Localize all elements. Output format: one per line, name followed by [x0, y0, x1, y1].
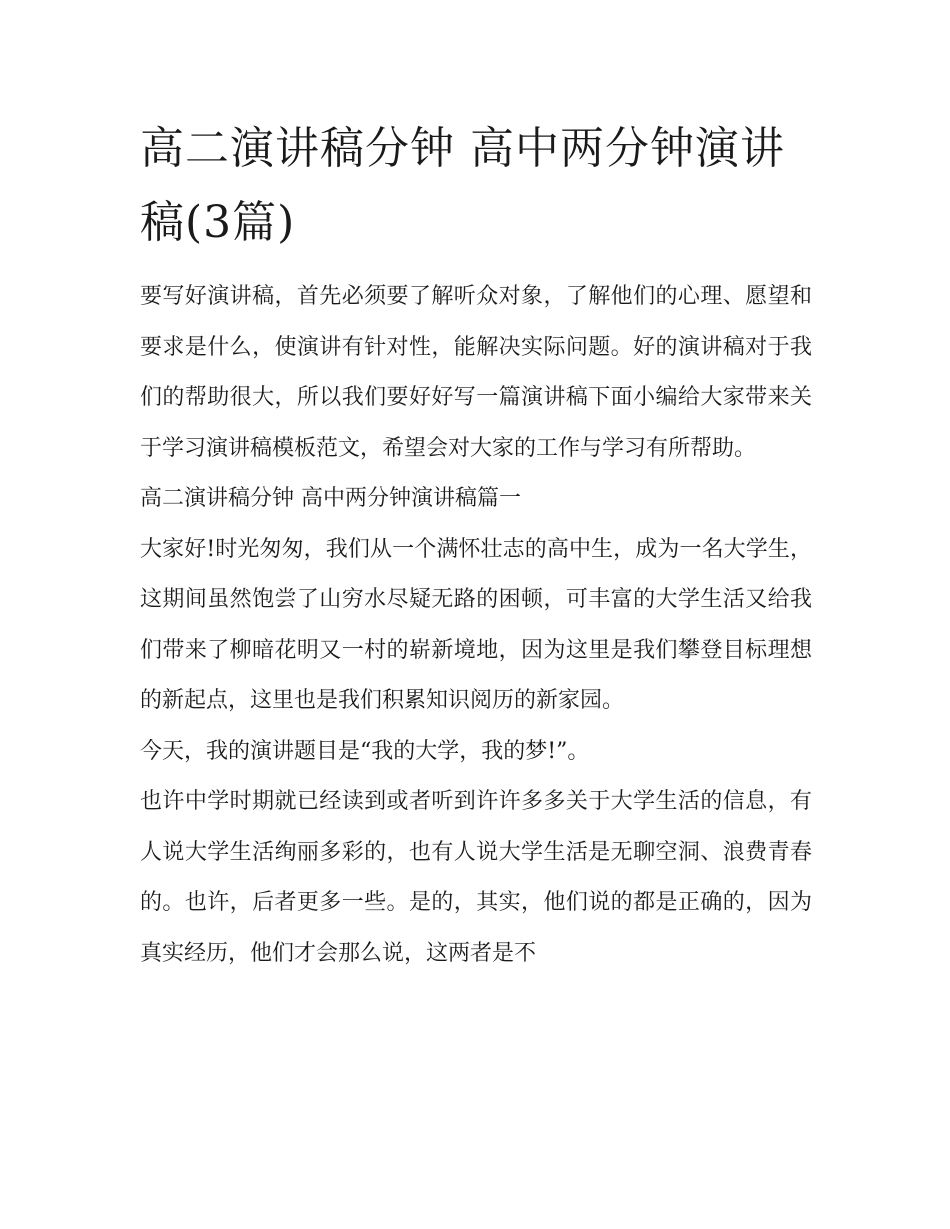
body-paragraph: 也许中学时期就已经读到或者听到许许多多关于大学生活的信息，有人说大学生活绚丽多彩的，也有人说大学生活是无聊空洞、浪费青春的。也许，后者更多一些。是的，其实，他们说的都是正确的，因为真实经历，他们才会那么说，这两者是不 [140, 789, 812, 966]
intro-paragraph: 要写好演讲稿，首先必须要了解听众对象，了解他们的心理、愿望和要求是什么，使演讲有针对性，能解决实际问题。好的演讲稿对于我们的帮助很大，所以我们要好好写一篇演讲稿下面小编给大家带来关于学习演讲稿模板范文，希望会对大家的工作与学习有所帮助。 [140, 284, 812, 461]
document-title: 高二演讲稿分钟 高中两分钟演讲稿(3篇) [140, 123, 785, 248]
body-paragraph: 今天，我的演讲题目是“我的大学，我的梦!”。 [140, 738, 590, 764]
body-paragraph: 大家好!时光匆匆，我们从一个满怀壮志的高中生，成为一名大学生，这期间虽然饱尝了山穷水尽疑无路的困顿，可丰富的大学生活又给我们带来了柳暗花明又一村的崭新境地，因为这里是我们攀登目标理想的新起点，这里也是我们积累知识阅历的新家园。 [140, 536, 812, 713]
document-page [140, 112, 812, 979]
section-heading: 高二演讲稿分钟 高中两分钟演讲稿篇一 [140, 486, 521, 511]
